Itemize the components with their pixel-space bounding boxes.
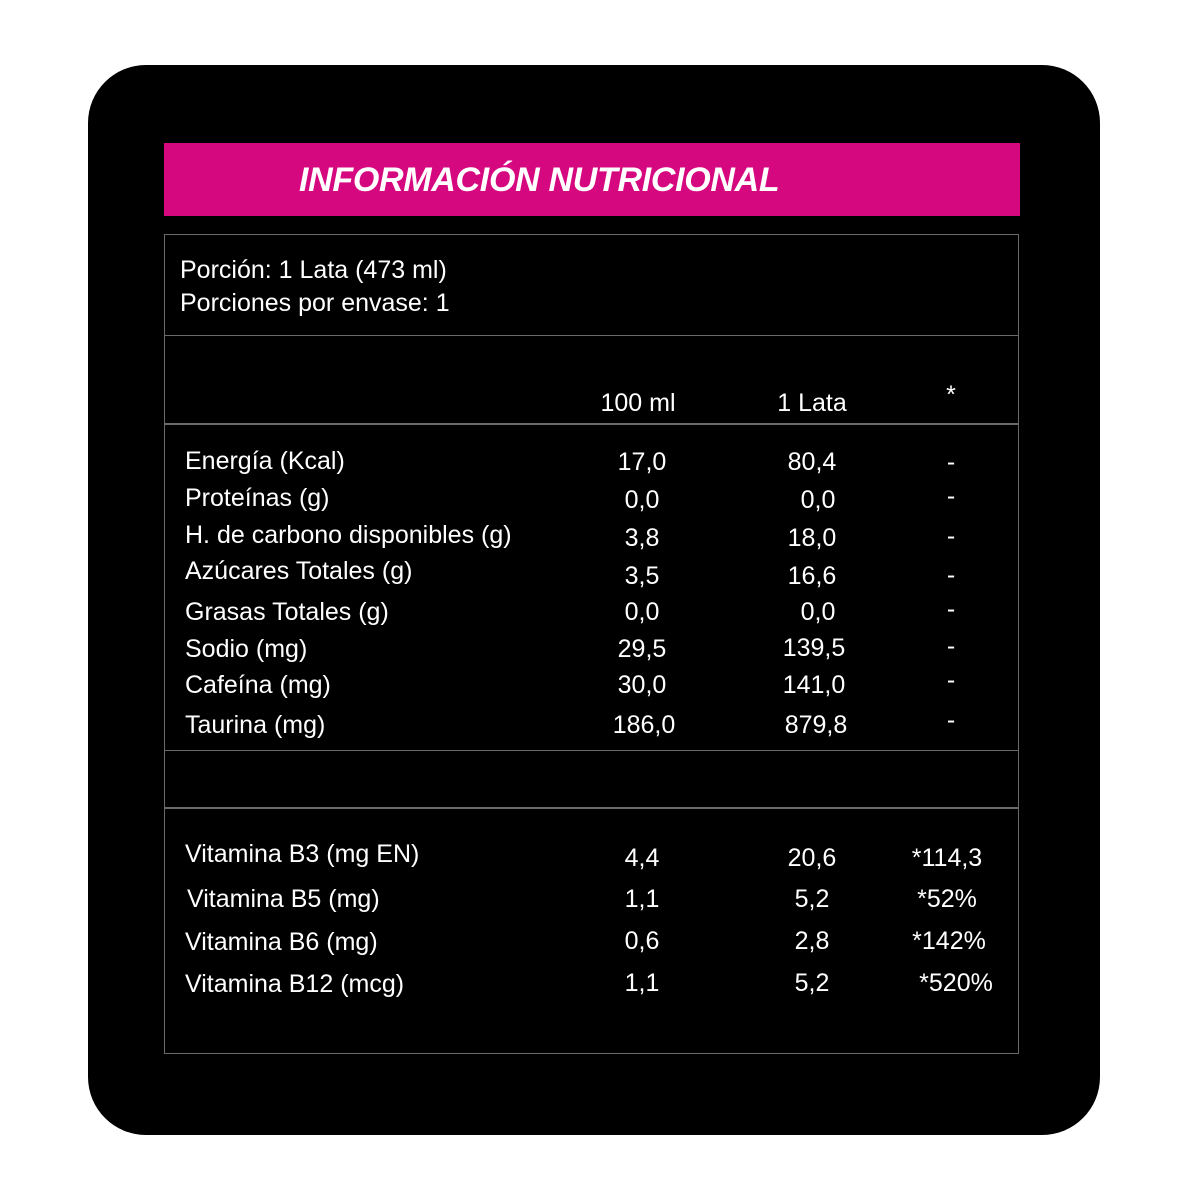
nutrient-name: Cafeína (mg): [185, 671, 331, 699]
nutrient-per-can: 16,6: [787, 562, 837, 590]
nutrient-per-can: 80,4: [787, 448, 837, 476]
vitamin-per-can: 2,8: [794, 927, 830, 955]
servings-per-container: Porciones por envase: 1: [180, 289, 450, 317]
serving-size: Porción: 1 Lata (473 ml): [180, 256, 447, 284]
nutrient-per-can: 0,0: [800, 486, 836, 514]
nutrient-daily-value: -: [946, 706, 956, 734]
nutrient-daily-value: -: [946, 561, 956, 589]
nutrient-daily-value: -: [946, 632, 956, 660]
nutrient-name: Taurina (mg): [185, 711, 326, 739]
nutrient-daily-value: -: [946, 482, 956, 510]
nutrient-name: Grasas Totales (g): [185, 598, 389, 626]
title-banner: [164, 143, 1020, 216]
nutrient-per-100ml: 30,0: [617, 671, 667, 699]
vitamin-per-100ml: 1,1: [624, 969, 660, 997]
nutrient-per-can: 0,0: [800, 598, 836, 626]
nutrient-per-100ml: 3,5: [624, 562, 660, 590]
column-header-per-100ml: 100 ml: [600, 389, 676, 417]
column-header-daily-value: *: [946, 381, 956, 409]
vitamin-per-100ml: 0,6: [624, 927, 660, 955]
nutrient-per-100ml: 17,0: [617, 448, 667, 476]
nutrient-per-can: 18,0: [787, 524, 837, 552]
vitamin-per-can: 5,2: [794, 885, 830, 913]
nutrient-per-100ml: 0,0: [624, 598, 660, 626]
vitamin-name: Vitamina B12 (mcg): [185, 970, 405, 998]
vitamin-per-100ml: 1,1: [624, 885, 660, 913]
serving-info-box: [164, 234, 1019, 336]
nutrient-daily-value: -: [946, 595, 956, 623]
nutrient-per-100ml: 186,0: [612, 711, 676, 739]
nutrient-name: Azúcares Totales (g): [185, 557, 413, 585]
label-title: INFORMACIÓN NUTRICIONAL: [299, 161, 780, 199]
nutrient-per-can: 879,8: [784, 711, 848, 739]
vitamin-daily-value: *52%: [917, 885, 977, 913]
vitamin-per-100ml: 4,4: [624, 844, 660, 872]
nutrient-daily-value: -: [946, 666, 956, 694]
nutrient-name: Sodio (mg): [185, 635, 308, 663]
spacer-box: [164, 751, 1019, 808]
nutrient-name: H. de carbono disponibles (g): [185, 521, 512, 549]
nutrient-daily-value: -: [946, 522, 956, 550]
nutrient-per-100ml: 0,0: [624, 486, 660, 514]
column-header-per-can: 1 Lata: [777, 389, 847, 417]
vitamin-daily-value: *520%: [919, 969, 993, 997]
nutrient-daily-value: -: [946, 448, 956, 476]
vitamin-name: Vitamina B5 (mg): [187, 885, 380, 913]
nutrient-per-100ml: 3,8: [624, 524, 660, 552]
nutrient-name: Energía (Kcal): [185, 447, 345, 475]
nutrient-per-can: 141,0: [782, 671, 846, 699]
vitamin-name: Vitamina B3 (mg EN): [185, 840, 420, 868]
vitamin-per-can: 20,6: [787, 844, 837, 872]
vitamin-daily-value: *114,3: [911, 844, 983, 872]
vitamin-name: Vitamina B6 (mg): [185, 928, 378, 956]
nutrient-per-100ml: 29,5: [617, 635, 667, 663]
nutrient-per-can: 139,5: [782, 634, 846, 662]
nutrient-name: Proteínas (g): [185, 484, 330, 512]
vitamin-per-can: 5,2: [794, 969, 830, 997]
vitamin-daily-value: *142%: [912, 927, 986, 955]
